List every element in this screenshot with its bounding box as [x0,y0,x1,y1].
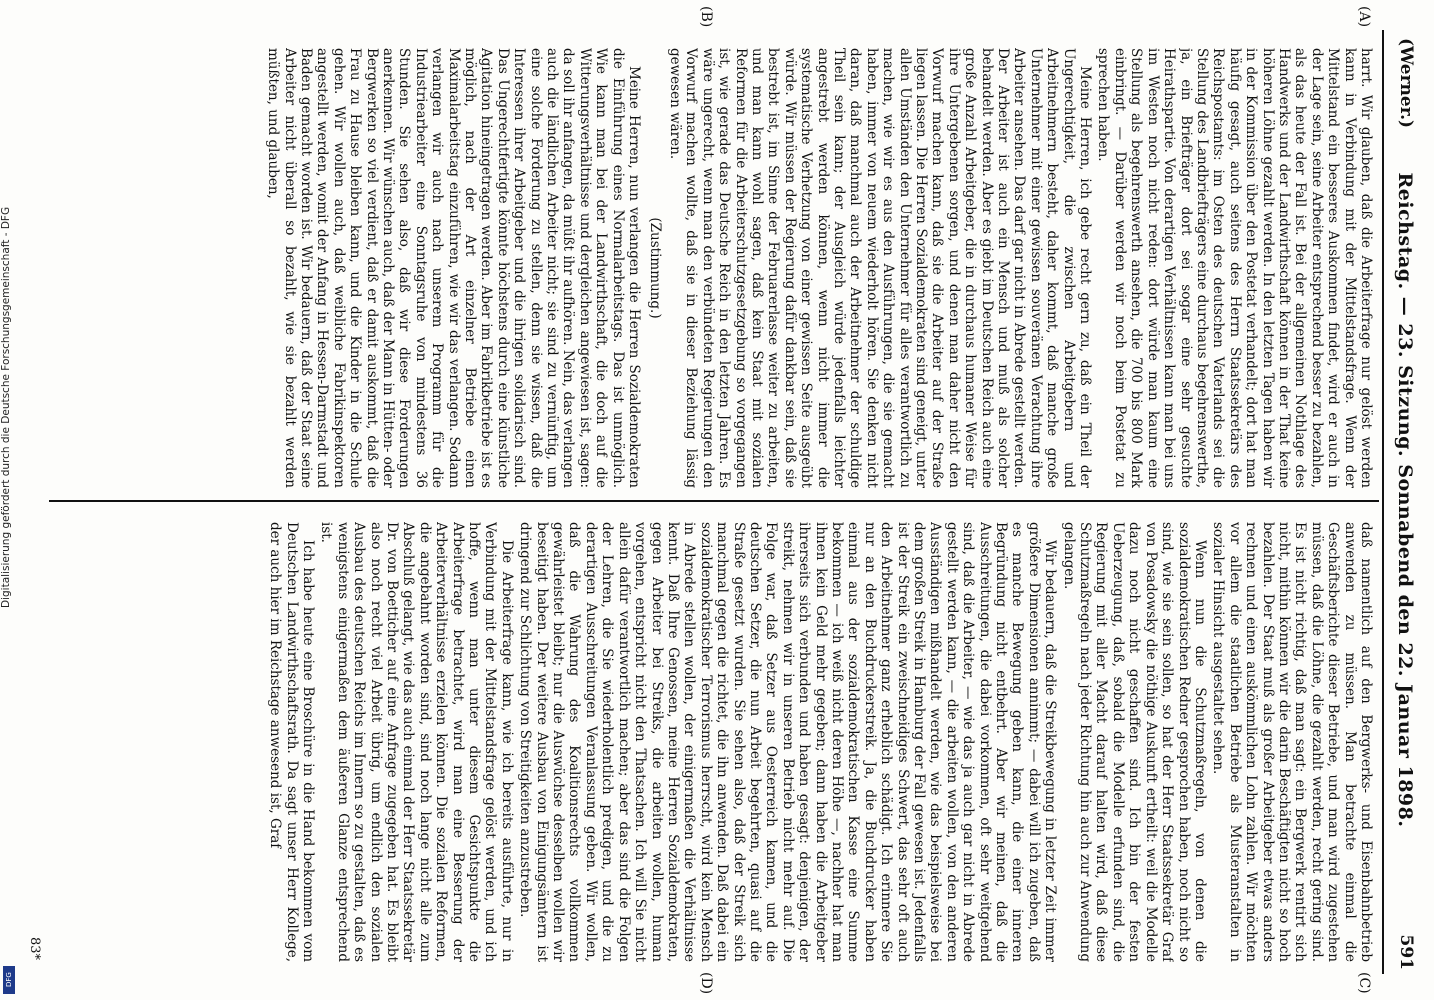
paragraph: Ich habe heute eine Broschüre in die Hand bekommen vom Deutschen Landwirthschaftsrath. Da sagt unser Herr Kollege, der auch hier im Reichstage anwesend ist, Graf [267,522,316,962]
paragraph: Meine Herren, ich gebe recht gern zu, daß ein Theil der Ungerechtigkeit, die zwischen Arbeitgebern und Arbeitnehmern besteht, daher kommt, daß manche große Unternehmer mit einer gewissen souveränen Verachtung ihre Arbeiter ansehen. Das darf gar nicht in Abrede gestellt werden. Der Arbeiter ist auch ein Mensch und muß als solcher behandelt werden. Aber es giebt im Deutschen Reich auch eine große Anzahl Arbeitgeber, die in durchaus humaner Weise für ihre Untergebenen sorgen, und denen man daher nicht den Vorwurf machen kann, daß sie die Arbeiter auf der Straße liegen lassen. Die Herren Sozialdemokraten sind geneigt, unter allen Umständen den Unternehmer für alles verantwortlich zu machen, wie wir es aus den Ausführungen, die sie gemacht haben, immer von neuem wiederholt hören. Sie denken nicht daran, daß manchmal auch der Arbeitnehmer der schuldige Theil sein kann; der Ausgleich würde jedenfalls leichter angestrebt werden können, wenn nicht immer die systematische Verhetzung von einer gewissen Seite ausgeübt würde. Wir müssen der Regierung dafür dankbar sein, daß sie bestrebt ist, im Sinne der Februarerlasse weiter zu arbeiten, und man kann wohl sagen, daß kein Staat mit sozialen Reformen für die Arbeiterschutzgesetzgebung so vorgegangen ist, wie gerade das Deutsche Reich in den letzten Jahren. Es wäre ungerecht, wenn man den verbündeten Regierungen den Vorwurf machen wollte, daß sie in dieser Beziehung lässig gewesen wären. [666,48,1094,488]
left-column [54,48,1374,488]
interjection: (Zustimmung.) [646,217,663,319]
paragraph: Wir bedauern, daß die Streikbewegung in letzter Zeit immer größere Dimensionen annimmt; — dabei will ich zugeben, daß es manche Bewegung geben kann, die einer inneren Begründung nicht entbehrt. Aber wir meinen, daß die Ausschreitungen, die dabei vorkommen, oft sehr weitgehend sind, daß die Arbeiter, — wie das ja auch gar nicht in Abrede gestellt werden kann, — die arbeiten wollen, von den anderen Ausständigen mißhandelt werden, wie das beispielsweise bei dem großen Streik in Hamburg der Fall gewesen ist. Jedenfalls ist der Streik ein zweischneidiges Schwert, das sehr oft auch den Arbeitnehmer ganz erheblich schädigt. Ich erinnere Sie nur an den Buchdruckerstreik. Ja, die Buchdrucker haben einmal aus der sozialdemokratischen Kasse eine Summe bekommen — ich weiß nicht deren Höhe —, nachher hat man ihnen kein Geld mehr gegeben; dann haben die Arbeitgeber ihrerseits sich verbunden und haben gesagt: denjenigen, der streikt, nehmen wir in unseren Betrieb nicht mehr auf. Die Folge war, daß Setzer aus Oesterreich kamen, und die deutschen Setzer, die nun Arbeit begehrten, quasi auf die Straße gesetzt wurden. Sie sehen also, daß der Streik sich manchmal gegen die richtet, die ihn anwenden. Daß dabei ein sozialdemokratischer Terrorismus herrscht, wird kein Mensch in Abrede stellen wollen, der einigermaßen die Verhältnisse kennt. Daß Ihre Genossen, meine Herren Sozialdemokraten, gegen Arbeiter bei Streiks, die arbeiten wollen, human vorgehen, entspricht nicht den Thatsachen. Ich will Sie nicht allein dafür verantwortlich machen; aber das sind die Folgen der Lehren, die Sie wiederholentlich predigen, und die zu derartigen Ausschreitungen Veranlassung geben. Wir wollen, daß die Wahrung des Koalitionsrechts vollkommen gewährleistet bleibt; nur die Auswüchse desselben wollen wir beseitigt haben. Der weitere Ausbau von Einigungsämtern ist dringend zur Schlichtung von Streitigkeiten anzustreben. [517,522,1059,962]
speaker-reference: (Werner.) [1396,38,1416,129]
margin-mark-a: (A) [1356,6,1372,28]
digitization-credit: Digitalisierung gefördert durch die Deutsche Forschungsgemeinschaft - DFG [0,206,12,608]
header-rule [1382,30,1384,974]
paragraph: Die Arbeiterfrage kann, wie ich bereits ausführte, nur in Verbindung mit der Mittelstandsfrage gelöst werden, und ich hoffe, wenn man unter diesem Gesichtspunkte die Arbeiterfrage betrachtet, wird man eine Besserung der Arbeiterverhältnisse erzielen können. Die sozialen Reformen, die angebahnt worden sind, sind noch lange nicht alle zum Abschluß gelangt, wie das auch einmal der Herr Staatssekretär Dr. von Boetticher auf eine Anfrage zugegeben hat. Es bleibt also noch recht viel Arbeit übrig, um endlich den sozialen Ausbau des deutschen Reichs im Innern so zu gestalten, daß es wenigstens einigermaßen dem äußeren Glanze entsprechend ist. [318,522,515,962]
signature-mark: 83* [27,936,42,960]
page-header [1390,0,1416,1000]
paragraph: Wenn nun die Schutzmaßregeln, von denen die sozialdemokratischen Redner gesprochen haben, noch nicht so sind, wie sie sein sollen, so hat der Herr Staatssekretär Graf von Posadowsky die nöthige Auskunft ertheilt: weil die Modelle dazu noch nicht geschaffen sind. Ich bin der festen Ueberzeugung, daß, sobald die Modelle erfunden sind, die Regierung mit aller Macht darauf halten wird, daß diese Schutzmaßregeln nach jeder Richtung hin auch zur Anwendung gelangen. [1060,522,1208,962]
margin-mark-d: (D) [698,972,714,995]
margin-mark-b: (B) [698,6,714,28]
paragraph: Meine Herren, nun verlangen die Herren Sozialdemokraten die Einführung eines Normalarbeitstags. Das ist unmöglich. Wie kann man bei der Landwirthschaft, die doch auf die Witterungsverhältnisse und dergleichen angewiesen ist, sagen: da soll ihr anfangen, da müßt ihr aufhören. Nein, das verlangen auch die ländlichen Arbeiter nicht; sie sind zu vernünftig, um eine solche Forderung zu stellen, denn sie wissen, daß die Interessen ihrer Arbeitgeber und die ihrigen solidarisch sind. Das Ungerechtfertigte könnte höchstens durch eine künstliche Agitation hineingetragen werden. Aber im Fabrikbetriebe ist es möglich, nach der Art einzelner Betriebe einen Maximalarbeitstag einzuführen, wie wir das verlangen. Sodann verlangen wir auch nach unserem Programm für die Industriearbeiter eine Sonntagsruhe von mindestens 36 Stunden. Sie sehen also, daß wir diese Forderungen anerkennen. Wir wünschen auch, daß der Mann in Hütten- oder Bergwerken so viel verdient, daß er damit auskommt, daß die Frau zu Hause bleiben kann, und die Kinder in die Schule gehen. Wir wollen auch, daß weibliche Fabrikinspektoren angestellt werden, womit der Anfang in Hessen-Darmstadt und Baden gemacht worden ist. Wir bedauern, daß der Staat seine Arbeiter nicht überall so bezahlt, wie sie bezahlt werden müßten, und glauben, [265,48,643,488]
paragraph: harrt. Wir glauben, daß die Arbeiterfrage nur gelöst werden kann in Verbindung mit der Mittelstandsfrage. Wenn der Mittelstand ein besseres Auskommen findet, wird er auch in der Lage sein, seine Arbeiter entsprechend besser zu bezahlen, als das heute der Fall ist. Bei der allgemeinen Nothlage des Handwerks und der Landwirthschaft können in der That keine höheren Löhne gezahlt werden. In den letzten Tagen haben wir in der Kommission über den Postetat verhandelt; dort hat man häufig gesagt, auch seitens des Herrn Staatssekretärs des Reichspostamts: im Osten des deutschen Vaterlands sei die Stellung des Landbriefträgers eine durchaus begehrenswerthe, ja, ein Briefträger dort sei sogar eine sehr gesuchte Heirathspartie. Von derartigen Verhältnissen kann man bei uns im Westen noch nicht reden: dort würde man kaum eine Stellung als begehrenswerth ansehen, die 700 bis 800 Mark einbringt. — Darüber werden wir noch beim Postetat zu sprechen haben. [1095,48,1374,488]
running-title: Reichstag. — 23. Sitzung. Sonnabend den 22. Januar 1898. [1394,172,1416,828]
right-column [54,522,1374,962]
column-divider [49,500,1379,502]
paragraph: daß namentlich auf den Bergwerks- und Eisenbahnbetrieb anwenden zu müssen. Man betrachte einmal die Geschäftsberichte dieser Betriebe, und man wird zugestehen müssen, daß die Löhne, die gezahlt werden, recht gering sind. Es ist nicht richtig, daß man sagt: ein Bergwerk rentirt sich nicht, mithin können wir die darin Beschäftigten nicht so hoch bezahlen. Der Staat muß als großer Arbeitgeber etwas anders rechnen und einen auskömmlichen Lohn zahlen. Wir möchten vor allem die staatlichen Betriebe als Musteranstalten in sozialer Hinsicht ausgestaltet sehen. [1210,522,1374,962]
margin-mark-c: (C) [1356,972,1372,994]
page-number: 591 [1396,934,1416,970]
dfg-logo: DFG [3,966,15,994]
